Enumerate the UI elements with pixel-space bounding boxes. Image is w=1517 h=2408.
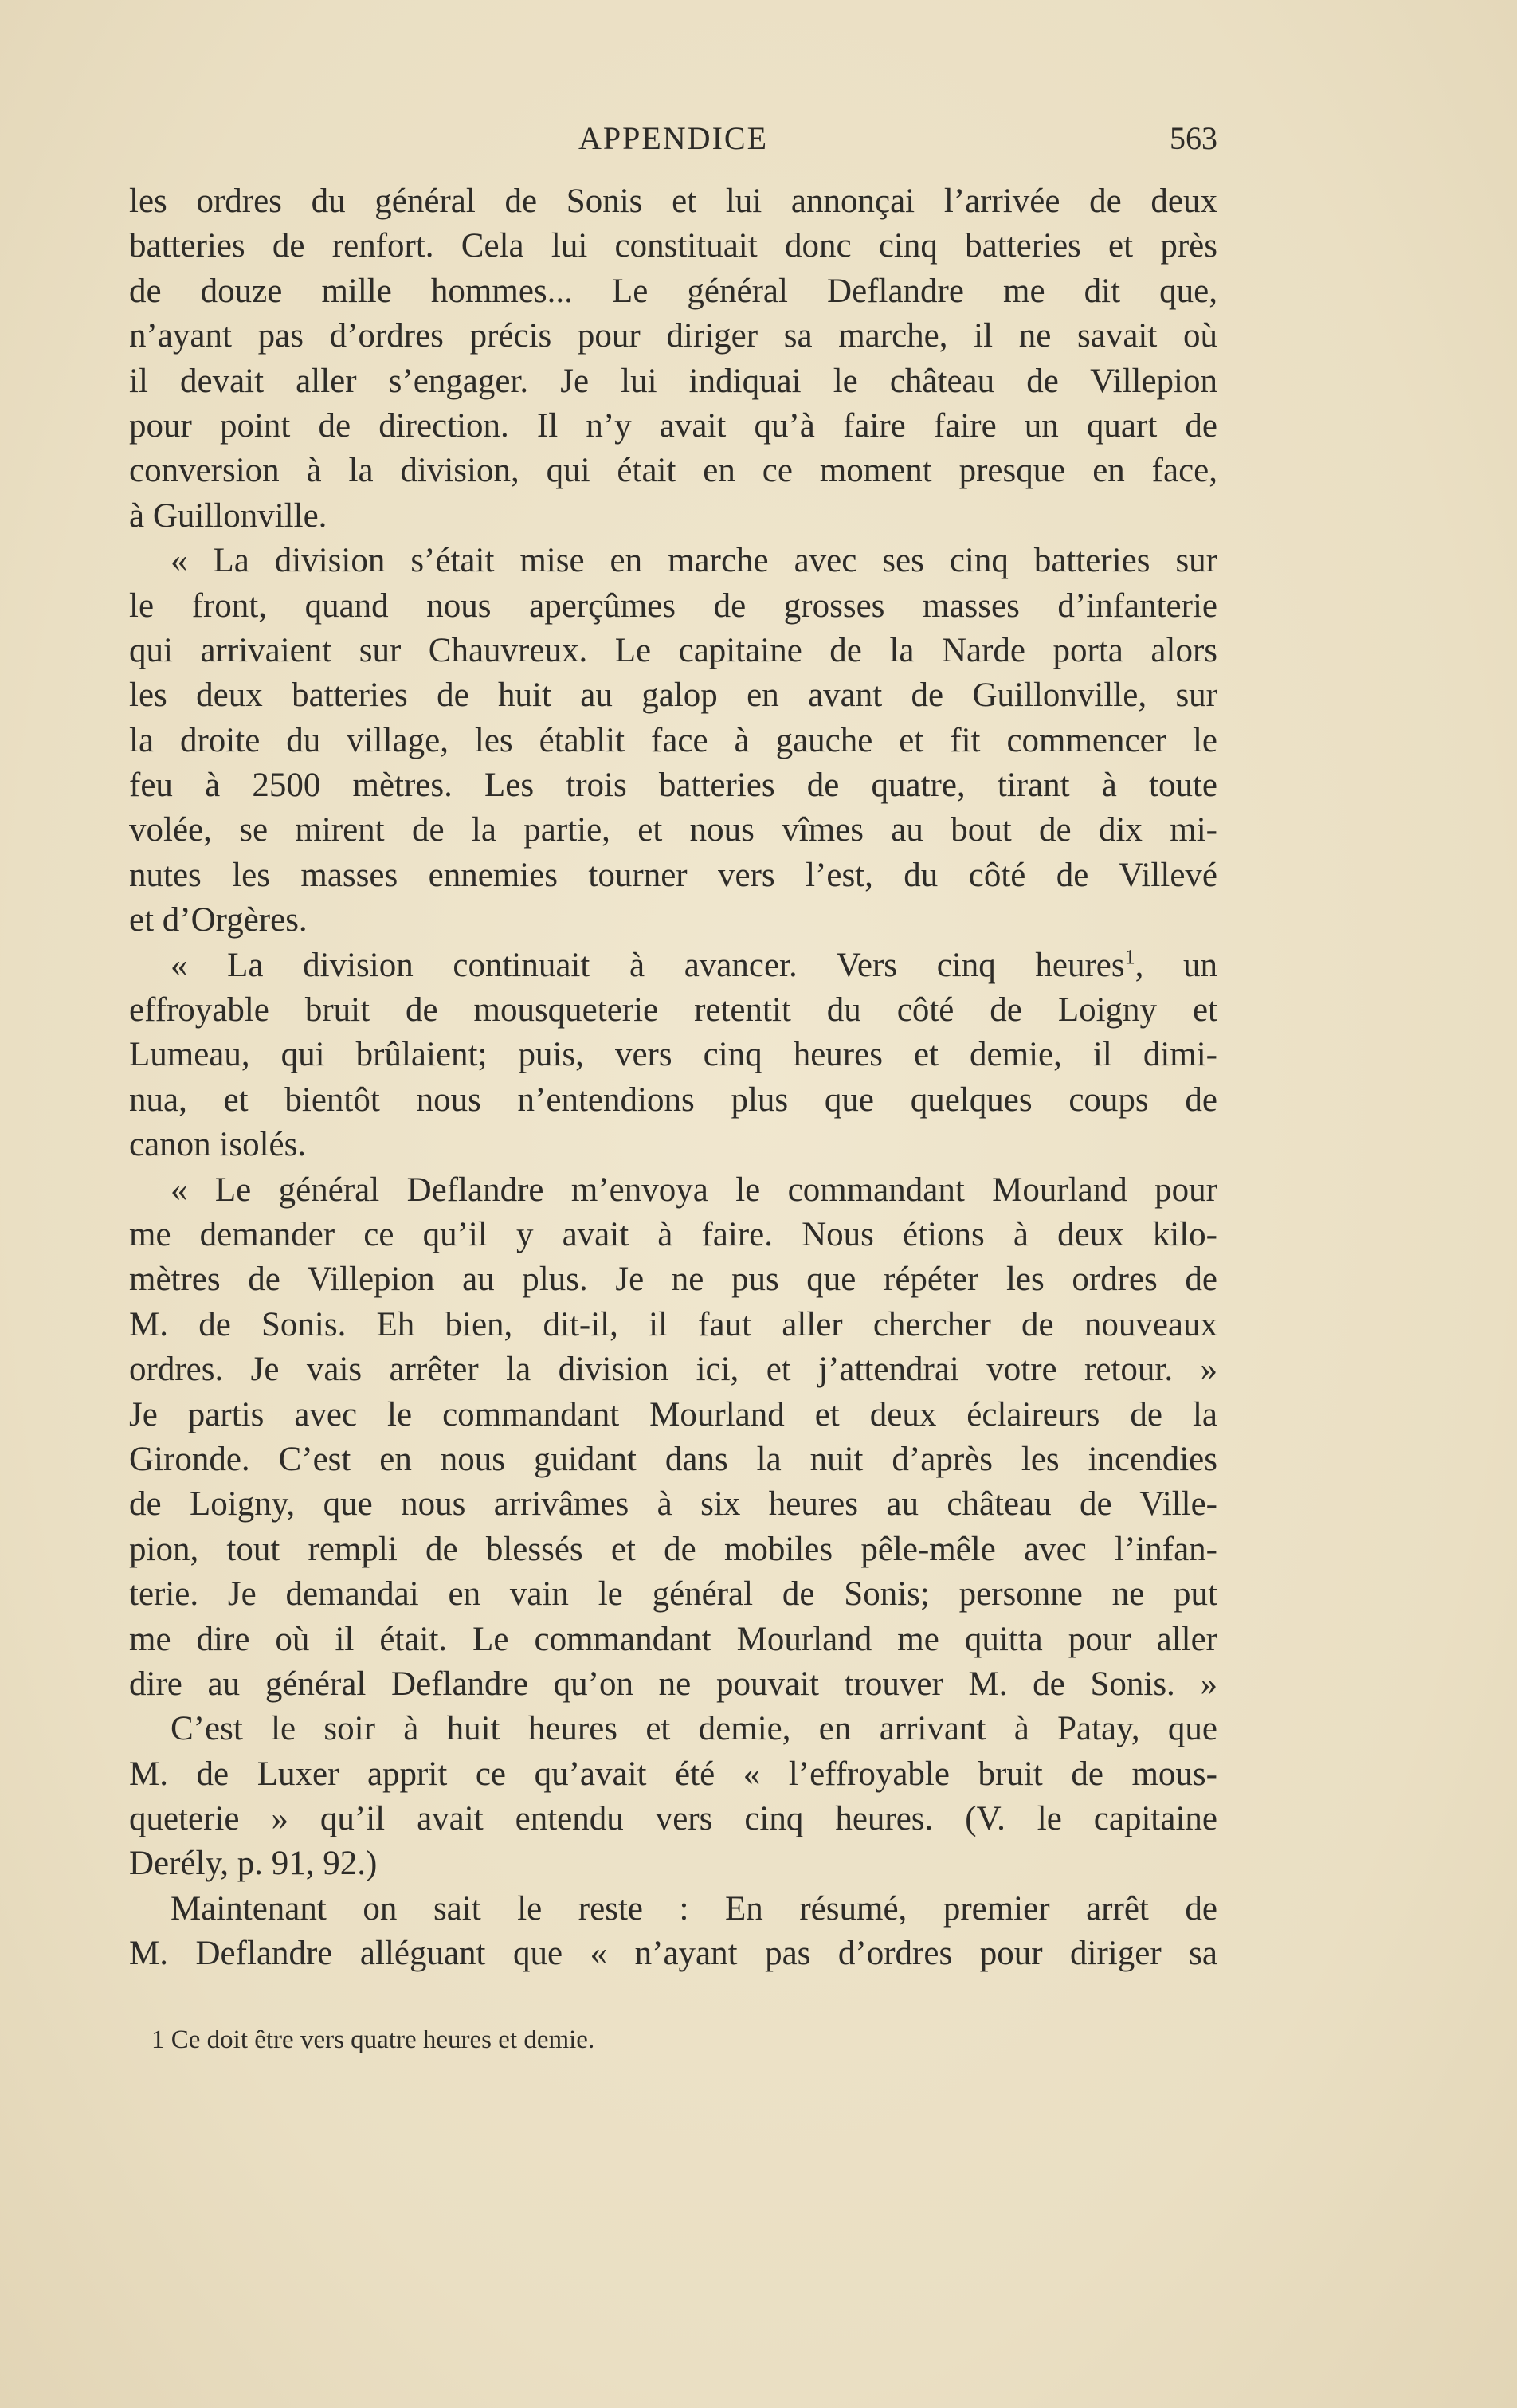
text-line: volée, se mirent de la partie, et nous vîmes au bout de dix mi- (129, 811, 1217, 849)
text-line: Gironde. C’est en nous guidant dans la nuit d’après les incendies (129, 1440, 1217, 1478)
text-line: me demander ce qu’il y avait à faire. Nous étions à deux kilo- (129, 1215, 1217, 1253)
running-title: APPENDICE (578, 120, 769, 156)
text-segment: « La division continuait à avancer. Vers cinq heures (171, 946, 1125, 984)
text-line: et d’Orgères. (129, 901, 308, 939)
text-line: M. de Sonis. Eh bien, dit-il, il faut aller chercher de nouveaux (129, 1305, 1217, 1343)
text-line: pion, tout rempli de blessés et de mobiles pêle-mêle avec l’infan- (129, 1530, 1217, 1568)
text-line: le front, quand nous aperçûmes de grosses masses d’infanterie (129, 586, 1217, 625)
text-line: batteries de renfort. Cela lui constituait donc cinq batteries et près (129, 227, 1217, 265)
text-line-with-footnote (129, 943, 1217, 988)
text-line: les ordres du général de Sonis et lui annonçai l’arrivée de deux (129, 182, 1217, 220)
text-line: de Loigny, que nous arrivâmes à six heures au château de Ville- (129, 1485, 1217, 1524)
text-line: Maintenant on sait le reste : En résumé, premier arrêt de (171, 1889, 1217, 1928)
text-line: M. de Luxer apprit ce qu’avait été « l’effroyable bruit de mous- (129, 1755, 1217, 1793)
text-line: « La division s’était mise en marche avec ses cinq batteries sur (171, 542, 1217, 580)
text-line: dire au général Deflandre qu’on ne pouvait trouver M. de Sonis. » (129, 1665, 1217, 1703)
text-line: feu à 2500 mètres. Les trois batteries de quatre, tirant à toute (129, 767, 1217, 805)
text-line: « Le général Deflandre m’envoya le commandant Mourland pour (171, 1171, 1217, 1209)
text-line: Derély, p. 91, 92.) (129, 1845, 378, 1883)
text-line: queterie » qu’il avait entendu vers cinq heures. (V. le capitaine (129, 1800, 1217, 1838)
text-line: conversion à la division, qui était en ce moment presque en face, (129, 452, 1217, 490)
text-line: C’est le soir à huit heures et demie, en arrivant à Patay, que (171, 1710, 1217, 1748)
text-segment: , un (1135, 946, 1217, 984)
text-line: ordres. Je vais arrêter la division ici, et j’attendrai votre retour. » (129, 1351, 1217, 1389)
text-line: pour point de direction. Il n’y avait qu’à faire faire un quart de (129, 406, 1217, 445)
text-line: Lumeau, qui brûlaient; puis, vers cinq heures et demie, il dimi- (129, 1036, 1217, 1074)
text-line: Je partis avec le commandant Mourland et deux éclaireurs de la (129, 1395, 1217, 1433)
text-line: n’ayant pas d’ordres précis pour diriger sa marche, il ne savait où (129, 317, 1217, 355)
footnote-marker: 1 (151, 2026, 165, 2054)
text-line: qui arrivaient sur Chauvreux. Le capitaine de la Narde porta alors (129, 631, 1217, 669)
body-text (129, 179, 1217, 1977)
text-line: mètres de Villepion au plus. Je ne pus que répéter les ordres de (129, 1261, 1217, 1299)
text-line: terie. Je demandai en vain le général de Sonis; personne ne put (129, 1575, 1217, 1614)
text-line: de douze mille hommes... Le général Deflandre me dit que, (129, 272, 1217, 310)
text-line: canon isolés. (129, 1126, 307, 1164)
text-line: me dire où il était. Le commandant Mourland me quitta pour aller (129, 1620, 1217, 1658)
footnote-text: Ce doit être vers quatre heures et demie. (171, 2026, 595, 2054)
text-line: à Guillonville. (129, 496, 327, 535)
page-header (129, 120, 1217, 167)
text-line: la droite du village, les établit face à gauche et fit commencer le (129, 721, 1217, 759)
text-line: les deux batteries de huit au galop en avant de Guillonville, sur (129, 677, 1217, 715)
text-line: nutes les masses ennemies tourner vers l’est, du côté de Villevé (129, 856, 1217, 894)
text-line: nua, et bientôt nous n’entendions plus que quelques coups de (129, 1080, 1217, 1119)
footnote (151, 2024, 1187, 2056)
page-number: 563 (1170, 120, 1217, 156)
text-line: il devait aller s’engager. Je lui indiquai le château de Villepion (129, 362, 1217, 400)
text-line: M. Deflandre alléguant que « n’ayant pas d’ordres pour diriger sa (129, 1935, 1217, 1973)
text-line: effroyable bruit de mousqueterie retentit du côté de Loigny et (129, 991, 1217, 1029)
footnote-reference: 1 (1124, 945, 1135, 969)
